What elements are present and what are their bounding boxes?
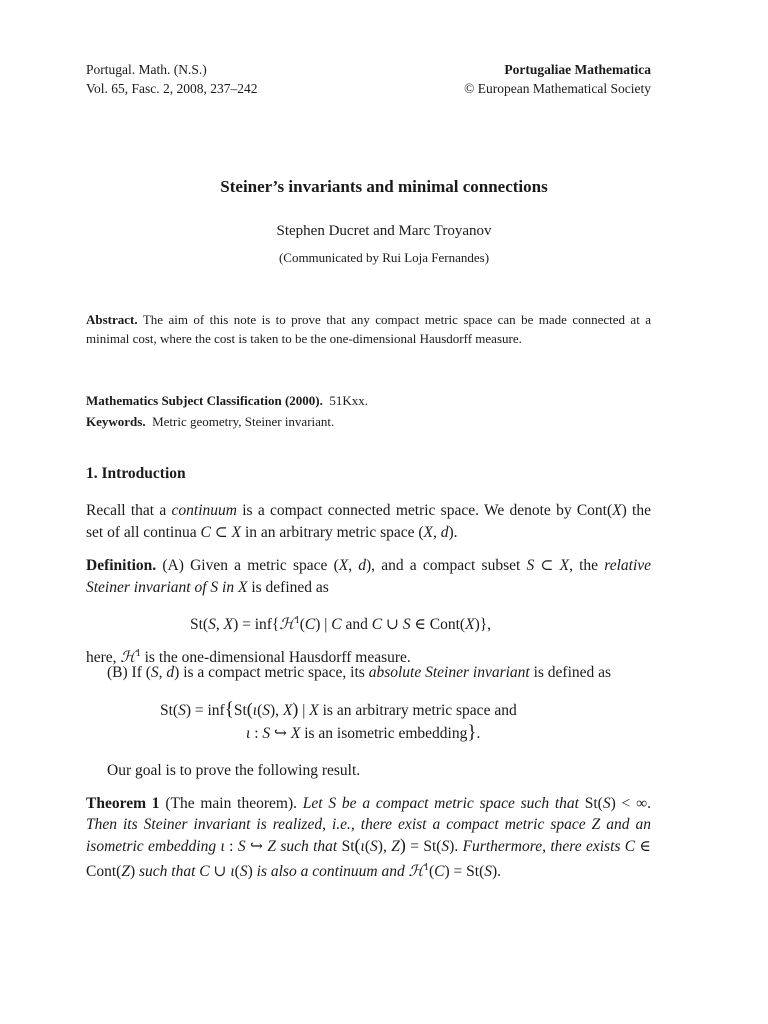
keywords-label: Keywords.	[86, 414, 146, 429]
journal-header-left	[86, 60, 258, 98]
equation-absolute-steiner-2: ι : S ↪ X is an isometric embedding}.	[246, 722, 481, 743]
abstract-text: The aim of this note is to prove that any compact metric space can be made connected at a minimal cost, where the cost is taken to be the one-dimensional Hausdorff measure.	[86, 312, 651, 346]
goal-sentence: Our goal is to prove the following result.	[107, 762, 361, 779]
intro-paragraph: Recall that a continuum is a compact connected metric space. We denote by Cont(X) the set of all continua C ⊂ X in an arbitrary metric space (X, d).	[86, 502, 651, 541]
msc-value: 51Kxx.	[329, 393, 368, 408]
journal-abbrev: Portugal. Math. (N.S.)	[86, 62, 207, 77]
keywords-line	[86, 413, 334, 432]
hausdorff-remark: here, ℋ$^1$ is the one-dimensional Hausdorff measure.	[86, 648, 411, 667]
msc-label: Mathematics Subject Classification (2000).	[86, 393, 323, 408]
paper-authors: Stephen Ducret and Marc Troyanov	[276, 223, 492, 239]
msc-line	[86, 392, 368, 411]
equation-relative-steiner: St(S, X) = inf{ℋ$^1$(C) | C and C ∪ S ∈ Cont(X)},	[190, 615, 492, 634]
paper-title: Steiner’s invariants and minimal connections	[220, 177, 548, 196]
abstract	[86, 311, 651, 348]
publisher: © European Mathematical Society	[464, 81, 651, 96]
equation-absolute-steiner-1: St(S) = inf{St(ι(S), X) | X is an arbitrary metric space and	[160, 699, 517, 720]
theorem-1: Theorem 1 (The main theorem). Let S be a compact metric space such that St(S) < ∞. Then its Steiner invariant is realized, i.e., there exist a compact metric space Z and an isometric embedding ι : S ↪ Z such that St(ι(S), Z) = St(S). Furthermore, there exists C ∈ Cont(Z) such that C ∪ ι(S) is also a continuum and ℋ$^1$(C) = St(S).	[86, 795, 652, 880]
definition-a: Definition. (A) Given a metric space (X, d), and a compact subset S ⊂ X, the relative Steiner invariant of S in X is defined as	[86, 557, 652, 596]
journal-header-right	[464, 60, 651, 98]
section-heading: 1. Introduction	[86, 465, 186, 482]
definition-b: (B) If (S, d) is a compact metric space, its absolute Steiner invariant is defined as	[107, 664, 612, 681]
communicated-by: (Communicated by Rui Loja Fernandes)	[278, 250, 490, 265]
journal-name: Portugaliae Mathematica	[504, 62, 651, 77]
keywords-value: Metric geometry, Steiner invariant.	[152, 414, 335, 429]
volume-info: Vol. 65, Fasc. 2, 2008, 237–242	[86, 81, 258, 96]
abstract-label: Abstract.	[86, 312, 138, 327]
